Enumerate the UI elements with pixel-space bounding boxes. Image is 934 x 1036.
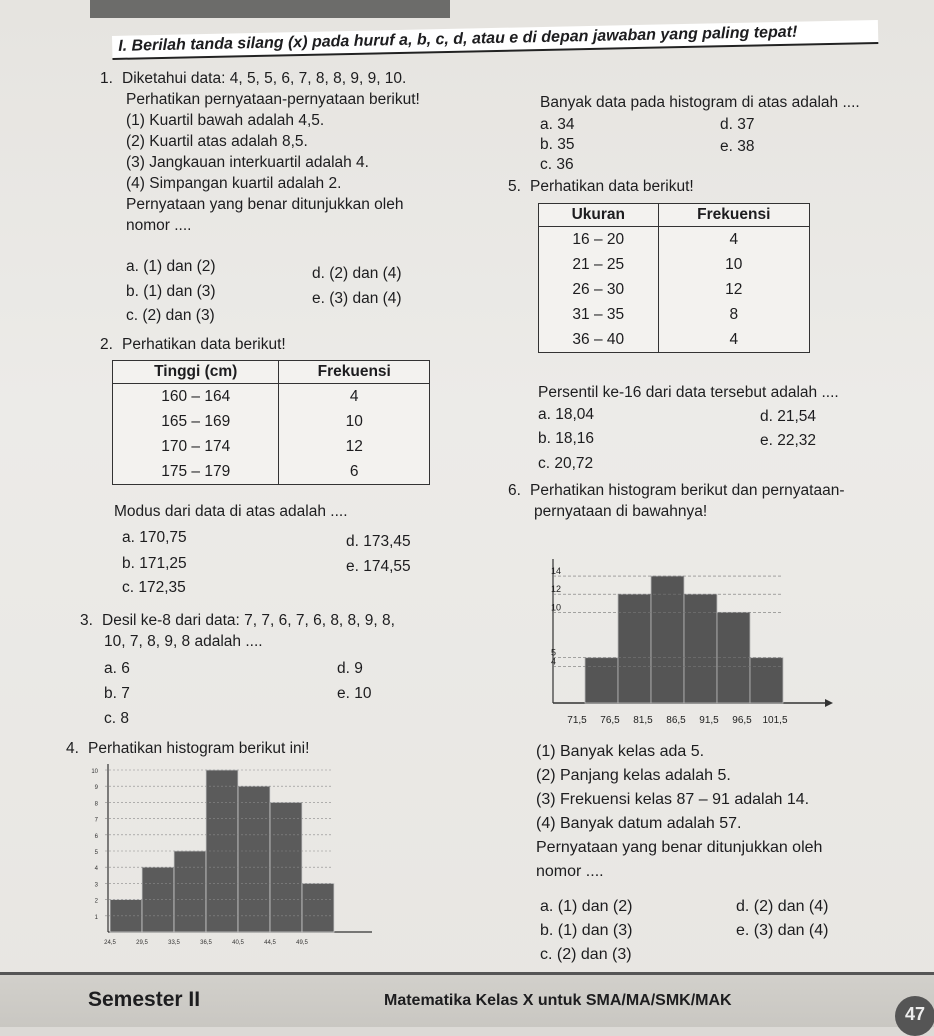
instruction-banner: I. Berilah tanda silang (x) pada huruf a, b, c, d, atau e di depan jawaban yang paling tepat! bbox=[112, 20, 878, 60]
q1-option-a[interactable]: a. (1) dan (2) bbox=[126, 258, 216, 275]
table-row: 160 – 164 4 bbox=[113, 384, 430, 410]
q5-question: Persentil ke-16 dari data tersebut adalah .... bbox=[538, 384, 839, 401]
top-decoration bbox=[90, 0, 450, 18]
q6-stem2: pernyataan di bawahnya! bbox=[534, 503, 708, 520]
semester-label: Semester II bbox=[88, 988, 201, 1011]
x-tick-label: 81,5 bbox=[633, 715, 653, 726]
histogram-q6 bbox=[535, 555, 835, 735]
question-5: 5. Perhatikan data berikut! bbox=[508, 178, 694, 195]
q4-option-b[interactable]: b. 35 bbox=[540, 136, 575, 153]
table-row: 21 – 25 10 bbox=[539, 252, 810, 277]
x-tick-label: 86,5 bbox=[666, 715, 686, 726]
q1-option-c[interactable]: c. (2) dan (3) bbox=[126, 307, 215, 324]
x-tick-label: 96,5 bbox=[732, 715, 752, 726]
q4-option-d[interactable]: d. 37 bbox=[720, 116, 755, 133]
x-tick-label: 44,5 bbox=[264, 940, 276, 946]
x-tick-label: 71,5 bbox=[567, 715, 587, 726]
q5-header-frequency: Frekuensi bbox=[658, 204, 809, 227]
q2-header-frequency: Frekuensi bbox=[279, 361, 430, 384]
y-tick-label: 6 bbox=[94, 833, 98, 840]
table-row: 165 – 169 10 bbox=[113, 409, 430, 434]
page-number: 47 bbox=[895, 996, 934, 1036]
y-tick-label: 4 bbox=[94, 866, 98, 873]
histogram-bar bbox=[651, 576, 684, 703]
q6-ask2: nomor .... bbox=[536, 863, 604, 880]
q6-statements bbox=[536, 740, 822, 884]
q6-statement-1: (1) Banyak kelas ada 5. bbox=[536, 743, 705, 760]
x-tick-label: 91,5 bbox=[699, 715, 719, 726]
q1-statement-3: (3) Jangkauan interkuartil adalah 4. bbox=[126, 154, 369, 171]
q5-stem: Perhatikan data berikut! bbox=[530, 178, 694, 195]
q1-statement-1: (1) Kuartil bawah adalah 4,5. bbox=[126, 112, 325, 129]
histogram-bar bbox=[302, 883, 334, 932]
table-row: 175 – 179 6 bbox=[113, 459, 430, 485]
table-row: 26 – 30 12 bbox=[539, 277, 810, 302]
y-tick-label: 2 bbox=[94, 898, 98, 905]
q1-option-b[interactable]: b. (1) dan (3) bbox=[126, 283, 216, 300]
y-tick-label: 10 bbox=[551, 602, 562, 613]
q5-option-b[interactable]: b. 18,16 bbox=[538, 430, 595, 447]
q1-statement-4: (4) Simpangan kuartil adalah 2. bbox=[126, 175, 342, 192]
x-tick-label: 49,5 bbox=[296, 940, 308, 946]
y-tick-label: 1 bbox=[94, 914, 98, 921]
q2-option-e[interactable]: e. 174,55 bbox=[346, 558, 411, 575]
q1-option-d[interactable]: d. (2) dan (4) bbox=[312, 265, 402, 282]
q5-option-c[interactable]: c. 20,72 bbox=[538, 455, 594, 472]
q1-stem2: Perhatikan pernyataan-pernyataan berikut! bbox=[126, 91, 420, 108]
x-tick-label: 33,5 bbox=[168, 940, 180, 946]
y-tick-label: 5 bbox=[551, 647, 557, 658]
y-tick-label: 12 bbox=[551, 584, 562, 595]
q6-stem: Perhatikan histogram berikut dan pernyataan- bbox=[530, 482, 845, 499]
table-row: 16 – 20 4 bbox=[539, 227, 810, 253]
q5-header-size: Ukuran bbox=[539, 204, 659, 227]
histogram-bar bbox=[684, 594, 717, 703]
question-1: 1. Diketahui data: 4, 5, 5, 6, 7, 8, 8, 9, 9, 10. Perhatikan pernyataan-pernyataan berikut! (1) Kuartil bawah adalah 4,5. (2) Kuartil atas adalah 8,5. (3) Jangkauan interkuartil adalah 4. (4) Simpangan kuartil adalah 2. Pernyataan yang benar ditunjukkan oleh nomor .... bbox=[100, 70, 420, 234]
q2-option-a[interactable]: a. 170,75 bbox=[122, 529, 187, 546]
q4-option-c[interactable]: c. 36 bbox=[540, 156, 574, 173]
y-tick-label: 3 bbox=[94, 882, 98, 889]
q3-stem2: 10, 7, 8, 9, 8 adalah .... bbox=[104, 633, 263, 650]
question-6: 6. Perhatikan histogram berikut dan pernyataan- pernyataan di bawahnya! bbox=[508, 482, 845, 520]
y-tick-label: 9 bbox=[94, 785, 98, 792]
q4-option-a[interactable]: a. 34 bbox=[540, 116, 575, 133]
q2-question: Modus dari data di atas adalah .... bbox=[114, 503, 348, 520]
q6-ask: Pernyataan yang benar ditunjukkan oleh bbox=[536, 839, 823, 856]
q2-option-b[interactable]: b. 171,25 bbox=[122, 555, 187, 572]
q5-option-d[interactable]: d. 21,54 bbox=[760, 408, 817, 425]
table-row: 36 – 40 4 bbox=[539, 327, 810, 353]
x-tick-label: 40,5 bbox=[232, 940, 244, 946]
table-row: 31 – 35 8 bbox=[539, 302, 810, 327]
histogram-bar bbox=[238, 786, 270, 932]
histogram-bar bbox=[618, 594, 651, 703]
q6-option-b[interactable]: b. (1) dan (3) bbox=[540, 922, 633, 939]
histogram-bar bbox=[750, 658, 783, 703]
q3-option-c[interactable]: c. 8 bbox=[104, 710, 129, 727]
q1-ask: Pernyataan yang benar ditunjukkan oleh bbox=[126, 196, 404, 213]
q2-header-height: Tinggi (cm) bbox=[113, 361, 279, 384]
y-tick-label: 5 bbox=[94, 850, 98, 856]
q4-question: Banyak data pada histogram di atas adalah .... bbox=[540, 94, 860, 111]
q1-ask2: nomor .... bbox=[126, 217, 192, 234]
y-tick-label: 8 bbox=[94, 801, 98, 808]
q2-stem: Perhatikan data berikut! bbox=[122, 336, 286, 353]
x-tick-label: 101,5 bbox=[762, 715, 788, 726]
q5-table bbox=[538, 203, 810, 353]
q5-option-e[interactable]: e. 22,32 bbox=[760, 432, 817, 449]
y-tick-label: 14 bbox=[551, 566, 562, 577]
y-tick-label: 4 bbox=[551, 656, 557, 667]
q3-option-d[interactable]: d. 9 bbox=[337, 660, 363, 677]
x-tick-label: 29,5 bbox=[136, 940, 148, 946]
q1-option-e[interactable]: e. (3) dan (4) bbox=[312, 290, 402, 307]
question-3: 3. Desil ke-8 dari data: 7, 7, 6, 7, 6, 8, 8, 9, 8, 10, 7, 8, 9, 8 adalah .... bbox=[80, 612, 395, 650]
q3-option-a[interactable]: a. 6 bbox=[104, 660, 130, 677]
question-2: 2. Perhatikan data berikut! bbox=[100, 336, 286, 353]
q6-statement-2: (2) Panjang kelas adalah 5. bbox=[536, 767, 731, 784]
q4-stem: Perhatikan histogram berikut ini! bbox=[88, 740, 310, 757]
q6-option-e[interactable]: e. (3) dan (4) bbox=[736, 922, 829, 939]
q2-table bbox=[112, 360, 430, 485]
question-4: 4. Perhatikan histogram berikut ini! bbox=[66, 740, 310, 757]
q2-option-d[interactable]: d. 173,45 bbox=[346, 533, 411, 550]
histogram-q4 bbox=[80, 760, 380, 960]
q6-option-c[interactable]: c. (2) dan (3) bbox=[540, 946, 632, 963]
q6-statement-3: (3) Frekuensi kelas 87 – 91 adalah 14. bbox=[536, 791, 810, 808]
q6-statement-4: (4) Banyak datum adalah 57. bbox=[536, 815, 742, 832]
q6-option-a[interactable]: a. (1) dan (2) bbox=[540, 898, 633, 915]
y-tick-label: 10 bbox=[91, 769, 98, 775]
histogram-bar bbox=[585, 658, 618, 703]
x-tick-label: 24,5 bbox=[104, 940, 116, 946]
histogram-bar bbox=[174, 851, 206, 932]
q5-option-a[interactable]: a. 18,04 bbox=[538, 406, 595, 423]
y-tick-label: 7 bbox=[94, 817, 98, 824]
q6-option-d[interactable]: d. (2) dan (4) bbox=[736, 898, 829, 915]
book-title: Matematika Kelas X untuk SMA/MA/SMK/MAK bbox=[384, 992, 732, 1009]
q1-statement-2: (2) Kuartil atas adalah 8,5. bbox=[126, 133, 308, 150]
q3-stem: Desil ke-8 dari data: 7, 7, 6, 7, 6, 8, 8, 9, 8, bbox=[102, 612, 395, 629]
q4-option-e[interactable]: e. 38 bbox=[720, 138, 755, 155]
table-row: 170 – 174 12 bbox=[113, 434, 430, 459]
q2-option-c[interactable]: c. 172,35 bbox=[122, 579, 186, 596]
q3-option-e[interactable]: e. 10 bbox=[337, 685, 372, 702]
x-tick-label: 36,5 bbox=[200, 940, 212, 946]
x-tick-label: 76,5 bbox=[600, 715, 620, 726]
x-axis-arrow bbox=[825, 699, 833, 707]
q3-option-b[interactable]: b. 7 bbox=[104, 685, 130, 702]
q1-stem: Diketahui data: 4, 5, 5, 6, 7, 8, 8, 9, 9, 10. bbox=[122, 70, 407, 87]
